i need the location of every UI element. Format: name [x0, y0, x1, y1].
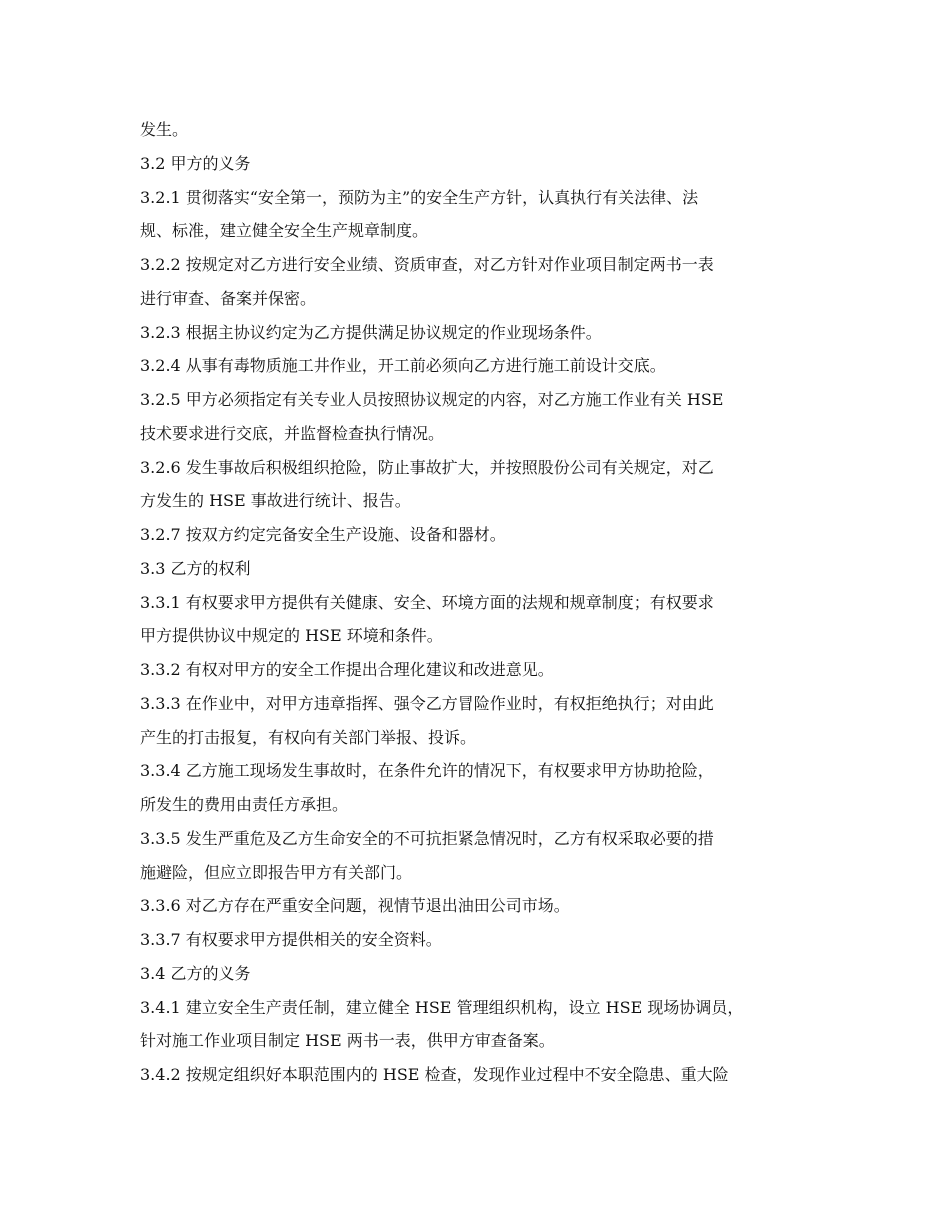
text-line: 3.4.1 建立安全生产责任制，建立健全 HSE 管理组织机构，设立 HSE 现场协调员， [140, 997, 744, 1017]
text-line: 3.2.6 发生事故后积极组织抢险，防止事故扩大，并按照股份公司有关规定，对乙 [140, 457, 714, 477]
text-line: 3.2.2 按规定对乙方进行安全业绩、资质审查，对乙方针对作业项目制定两书一表 [140, 255, 714, 274]
text-line: 3.2.5 甲方必须指定有关专业人员按照协议规定的内容，对乙方施工作业有关 HSE [140, 390, 724, 409]
text-line: 3.3.6 对乙方存在严重安全问题，视情节退出油田公司市场。 [140, 896, 570, 916]
text-line: 3.3.2 有权对甲方的安全工作提出合理化建议和改进意见。 [140, 660, 554, 679]
text-line: 3.3.5 发生严重危及乙方生命安全的不可抗拒紧急情况时，乙方有权采取必要的措 [140, 828, 714, 848]
section-heading: 3.3 乙方的权利 [140, 558, 251, 578]
text-line: 进行审查、备案并保密。 [140, 288, 317, 308]
document-body [140, 113, 830, 1092]
text-line: 针对施工作业项目制定 HSE 两书一表，供甲方审查备案。 [140, 1031, 555, 1051]
text-line: 3.2.1 贯彻落实“安全第一，预防为主”的安全生产方针，认真执行有关法律、法 [140, 187, 699, 207]
text-line: 产生的打击报复，有权向有关部门举报、投诉。 [140, 727, 477, 747]
text-line: 3.2.3 根据主协议约定为乙方提供满足协议规定的作业现场条件。 [140, 322, 602, 342]
section-heading: 3.2 甲方的义务 [140, 153, 251, 173]
text-line: 施避险，但应立即报告甲方有关部门。 [140, 862, 413, 882]
text-line: 3.4.2 按规定组织好本职范围内的 HSE 检查，发现作业过程中不安全隐患、重大险 [140, 1065, 729, 1084]
text-line: 3.3.1 有权要求甲方提供有关健康、安全、环境方面的法规和规章制度；有权要求 [140, 592, 714, 612]
text-line: 3.3.3 在作业中，对甲方违章指挥、强令乙方冒险作业时，有权拒绝执行；对由此 [140, 693, 714, 713]
text-line: 3.3.4 乙方施工现场发生事故时，在条件允许的情况下，有权要求甲方协助抢险， [140, 761, 714, 781]
text-line: 3.3.7 有权要求甲方提供相关的安全资料。 [140, 930, 442, 949]
section-heading: 3.4 乙方的义务 [140, 963, 251, 983]
text-line: 所发生的费用由责任方承担。 [140, 795, 349, 814]
text-line: 方发生的 HSE 事故进行统计、报告。 [140, 491, 411, 511]
text-line: 甲方提供协议中规定的 HSE 环境和条件。 [140, 626, 443, 646]
text-line: 规、标准，建立健全安全生产规章制度。 [140, 221, 429, 241]
text-line: 发生。 [140, 120, 189, 139]
text-line: 技术要求进行交底，并监督检查执行情况。 [140, 423, 445, 443]
text-line: 3.2.4 从事有毒物质施工井作业，开工前必须向乙方进行施工前设计交底。 [140, 356, 666, 376]
text-line: 3.2.7 按双方约定完备安全生产设施、设备和器材。 [140, 525, 506, 544]
